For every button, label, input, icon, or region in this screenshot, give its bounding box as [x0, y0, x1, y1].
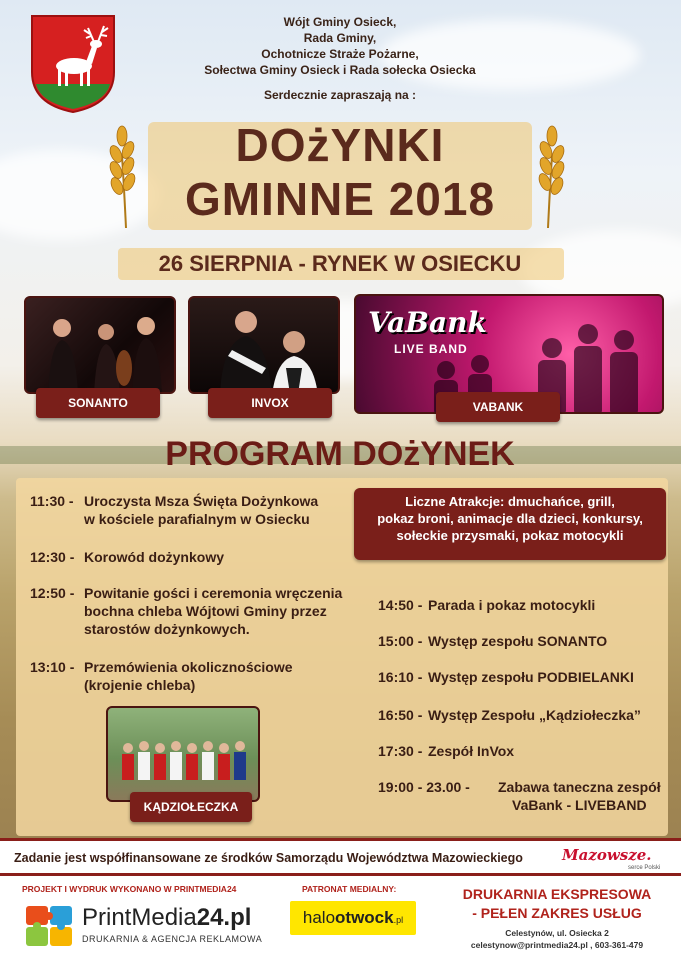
- schedule-desc-line: Występ Zespołu „Kądziołeczka”: [428, 707, 641, 723]
- schedule-time: 13:10 -: [30, 659, 75, 675]
- event-title-line2: GMINNE 2018: [184, 173, 496, 225]
- schedule-item: [30, 658, 340, 698]
- schedule-desc-line: bochna chleba Wójtowi Gminy przez: [84, 603, 327, 619]
- schedule-item: [378, 632, 668, 652]
- drukarnia-title: [440, 885, 674, 923]
- event-title: [140, 118, 540, 226]
- event-date-location: 26 SIERPNIA - RYNEK W OSIECKU: [158, 251, 522, 276]
- printer-address: [440, 927, 674, 951]
- mazowsze-logo: Mazowsze.: [562, 846, 652, 864]
- band-photo-sonanto: [24, 296, 176, 394]
- halo-b: otwock: [335, 908, 394, 927]
- schedule-time: 12:30 -: [30, 549, 75, 565]
- funding-bar: [0, 838, 681, 876]
- event-title-line1: DOżYNKI: [235, 119, 445, 171]
- folk-group-photo: [106, 706, 260, 802]
- band-photo-invox: [188, 296, 340, 394]
- invite-text: Serdecznie zapraszają na :: [263, 88, 417, 102]
- schedule-desc-line: Powitanie gości i ceremonia wręczenia: [84, 585, 343, 601]
- schedule-time: 16:50 -: [378, 707, 423, 723]
- schedule-desc: [84, 492, 318, 528]
- footer: [0, 876, 681, 960]
- printmedia-name-b: 24.pl: [196, 904, 252, 931]
- drukarnia-line: - PEŁEN ZAKRES USŁUG: [472, 905, 642, 921]
- schedule-item: [378, 596, 668, 616]
- wheat-icon: [104, 116, 144, 231]
- schedule-desc: [84, 658, 293, 694]
- schedule-desc-line: Uroczysta Msza Święta Dożynkowa: [84, 493, 319, 509]
- schedule-desc-line: (krojenie chleba): [84, 677, 196, 693]
- schedule-desc-line: Występ zespołu PODBIELANKI: [428, 669, 634, 685]
- schedule-time: 15:00 -: [378, 633, 423, 649]
- program-title: PROGRAM DOżYNEK: [165, 435, 515, 473]
- schedule-desc-line: w kościele parafialnym w Osiecku: [84, 511, 310, 527]
- vabank-logo: VaBank: [368, 306, 487, 339]
- schedule-time: 16:10 -: [378, 669, 423, 685]
- printer-note: PROJEKT I WYDRUK WYKONANO W PRINTMEDIA24: [22, 884, 237, 894]
- band-label-invox: INVOX: [208, 388, 332, 418]
- halo-c: .pl: [393, 915, 404, 925]
- schedule-desc-line: Korowód dożynkowy: [84, 549, 224, 565]
- address-line: celestynow@printmedia24.pl , 603-361-479: [470, 940, 644, 950]
- schedule-desc-line: Przemówienia okolicznościowe: [84, 659, 293, 675]
- schedule-desc: [428, 668, 634, 686]
- schedule-desc-line: VaBank - LIVEBAND: [512, 797, 647, 813]
- drukarnia-line: DRUKARNIA EKSPRESOWA: [462, 886, 652, 902]
- schedule-item: [378, 778, 668, 818]
- address-line: Celestynów, ul. Osiecka 2: [505, 928, 609, 938]
- schedule-time: 11:30 -: [30, 493, 74, 509]
- vabank-logo-sub: LIVE BAND: [394, 342, 468, 356]
- schedule-time: 19:00 - 23.00 -: [378, 779, 470, 795]
- schedule-desc: [428, 706, 641, 724]
- attractions-line: sołeckie przysmaki, pokaz motocykli: [396, 528, 624, 543]
- invox-silhouettes-icon: [190, 298, 340, 394]
- sonanto-silhouettes-icon: [26, 298, 176, 394]
- printmedia-name: [82, 904, 251, 932]
- schedule-desc-line: Parada i pokaz motocykli: [428, 597, 596, 613]
- organizers-list: [160, 14, 520, 78]
- schedule-desc-line: Zespół InVox: [428, 743, 515, 759]
- patron-label: PATRONAT MEDIALNY:: [302, 884, 397, 894]
- folk-group-silhouettes-icon: [108, 708, 260, 802]
- schedule-desc: [428, 742, 514, 760]
- schedule-desc: [84, 548, 224, 566]
- attractions-line: Liczne Atrakcje: dmuchańce, grill,: [405, 494, 615, 509]
- schedule-time: 14:50 -: [378, 597, 423, 613]
- band-label-vabank: VABANK: [436, 392, 560, 422]
- mazowsze-logo-sub: serce Polski: [628, 865, 661, 871]
- schedule-item: [378, 742, 668, 762]
- attractions-line: pokaz broni, animacje dla dzieci, konkursy,: [377, 511, 643, 526]
- printmedia-sub: DRUKARNIA & AGENCJA REKLAMOWA: [82, 934, 263, 944]
- halootwock-logo: [290, 901, 416, 935]
- organizer-line: Wójt Gminy Osieck,: [283, 15, 397, 29]
- attractions-box: [354, 488, 666, 560]
- organizer-line: Ochotnicze Straże Pożarne,: [261, 47, 419, 61]
- schedule-item: [378, 668, 668, 688]
- schedule-time: 17:30 -: [378, 743, 423, 759]
- organizer-line: Rada Gminy,: [303, 31, 377, 45]
- schedule-desc-line: starostów dożynkowych.: [84, 621, 250, 637]
- schedule-desc-line: Zabawa taneczna zespół: [498, 779, 661, 795]
- folk-group-label: KĄDZIOŁECZKA: [130, 792, 252, 822]
- printmedia-name-a: PrintMedia: [82, 904, 197, 931]
- schedule-item: [30, 584, 350, 640]
- coat-of-arms-icon: [30, 14, 116, 114]
- schedule-item: [378, 706, 668, 726]
- halo-a: halo: [302, 908, 336, 927]
- schedule-item: [30, 548, 340, 568]
- schedule-item: [30, 492, 340, 532]
- schedule-time: 12:50 -: [30, 585, 75, 601]
- organizer-line: Sołectwa Gminy Osieck i Rada sołecka Osiecka: [204, 63, 476, 77]
- schedule-desc: [428, 632, 607, 650]
- band-label-sonanto: SONANTO: [36, 388, 160, 418]
- puzzle-logo-icon: [24, 904, 74, 948]
- schedule-desc: [84, 584, 342, 638]
- schedule-desc: [428, 596, 595, 614]
- schedule-desc-line: Występ zespołu SONANTO: [428, 633, 608, 649]
- funding-text: Zadanie jest współfinansowane ze środków Samorządu Województwa Mazowieckiego: [14, 851, 523, 865]
- schedule-desc: [498, 778, 661, 814]
